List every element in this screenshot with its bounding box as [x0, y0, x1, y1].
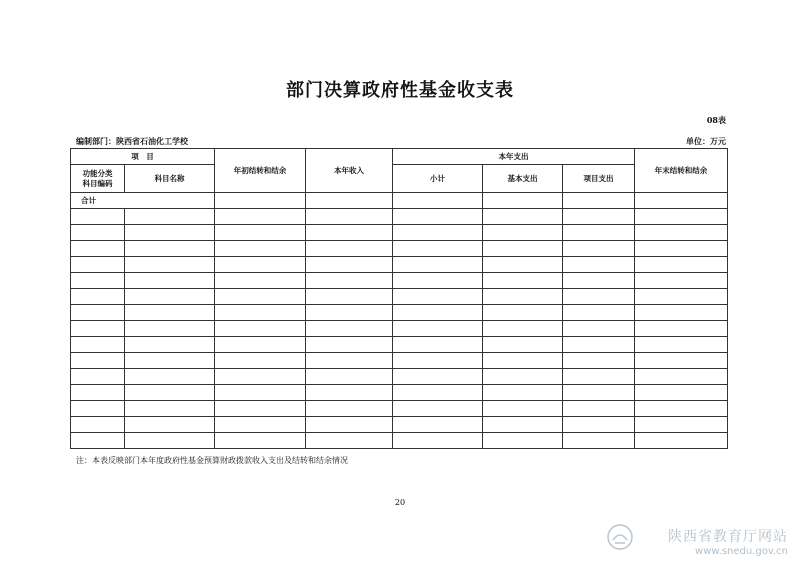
table-cell	[306, 257, 393, 273]
table-cell	[483, 337, 563, 353]
table-cell	[71, 337, 125, 353]
table-cell	[393, 337, 483, 353]
table-cell	[563, 209, 635, 225]
table-cell	[215, 321, 306, 337]
table-note: 注：本表反映部门本年度政府性基金预算财政拨款收入支出及结转和结余情况	[76, 456, 348, 465]
table-cell	[125, 305, 215, 321]
page-title: 部门决算政府性基金收支表	[286, 80, 514, 101]
table-cell	[635, 337, 728, 353]
table-cell	[483, 305, 563, 321]
table-cell	[306, 225, 393, 241]
table-cell	[563, 417, 635, 433]
table-cell	[635, 353, 728, 369]
table-cell	[483, 385, 563, 401]
table-cell	[393, 433, 483, 449]
table-cell	[71, 369, 125, 385]
table-cell	[71, 401, 125, 417]
table-cell	[125, 209, 215, 225]
table-cell	[215, 257, 306, 273]
table-cell	[563, 193, 635, 209]
table-cell	[393, 257, 483, 273]
table-cell	[306, 209, 393, 225]
table-cell	[393, 289, 483, 305]
table-cell	[306, 321, 393, 337]
table-cell	[635, 385, 728, 401]
table-cell	[563, 385, 635, 401]
fund-table	[70, 148, 728, 449]
table-cell	[563, 353, 635, 369]
table-cell	[125, 225, 215, 241]
table-cell	[563, 337, 635, 353]
table-cell	[635, 401, 728, 417]
table-cell	[635, 321, 728, 337]
table-cell	[563, 433, 635, 449]
header-income: 本年收入	[306, 149, 393, 193]
table-cell	[125, 369, 215, 385]
header-subject-name: 科目名称	[125, 165, 215, 193]
header-basic-expense: 基本支出	[483, 165, 563, 193]
table-row	[71, 369, 728, 385]
table-cell	[125, 289, 215, 305]
table-cell	[215, 209, 306, 225]
table-cell	[635, 433, 728, 449]
table-cell	[306, 305, 393, 321]
table-cell	[125, 417, 215, 433]
table-row	[71, 257, 728, 273]
table-cell	[635, 417, 728, 433]
header-expense: 本年支出	[393, 149, 635, 165]
compiling-department: 编制部门：陕西省石油化工学校	[76, 136, 188, 146]
table-row	[71, 241, 728, 257]
table-cell	[483, 417, 563, 433]
table-cell	[483, 433, 563, 449]
table-cell	[215, 305, 306, 321]
table-row	[71, 289, 728, 305]
table-cell	[635, 241, 728, 257]
table-cell	[306, 193, 393, 209]
table-cell	[563, 369, 635, 385]
table-cell	[563, 225, 635, 241]
page-number: 20	[394, 498, 406, 507]
table-cell	[215, 337, 306, 353]
table-cell	[306, 289, 393, 305]
table-cell	[483, 209, 563, 225]
table-cell	[71, 353, 125, 369]
table-row	[71, 225, 728, 241]
table-cell	[306, 369, 393, 385]
table-cell	[71, 257, 125, 273]
table-cell	[483, 193, 563, 209]
table-cell	[215, 225, 306, 241]
table-cell	[125, 337, 215, 353]
table-cell	[215, 241, 306, 257]
table-cell	[563, 321, 635, 337]
table-row	[71, 385, 728, 401]
watermark-url: www.snedu.gov.cn	[695, 546, 788, 557]
table-cell	[71, 321, 125, 337]
table-row	[71, 417, 728, 433]
watermark-site-name: 陕西省教育厅网站	[668, 529, 788, 545]
table-cell	[306, 241, 393, 257]
table-cell	[215, 433, 306, 449]
header-func-code: 功能分类 科目编码	[71, 165, 125, 193]
table-cell	[215, 401, 306, 417]
table-cell	[393, 353, 483, 369]
table-cell	[71, 385, 125, 401]
table-cell	[483, 273, 563, 289]
table-cell	[563, 401, 635, 417]
table-cell	[393, 193, 483, 209]
table-cell	[71, 241, 125, 257]
table-cell	[125, 257, 215, 273]
table-cell	[393, 305, 483, 321]
unit-label: 单位：万元	[686, 136, 726, 146]
table-cell	[125, 385, 215, 401]
table-cell	[635, 257, 728, 273]
table-cell	[215, 353, 306, 369]
table-cell	[215, 289, 306, 305]
table-row	[71, 305, 728, 321]
table-cell	[393, 385, 483, 401]
total-row	[71, 193, 728, 209]
total-label: 合计	[71, 193, 215, 209]
header-project-expense: 项目支出	[563, 165, 635, 193]
table-cell	[306, 433, 393, 449]
table-cell	[483, 241, 563, 257]
table-cell	[71, 273, 125, 289]
table-cell	[125, 433, 215, 449]
table-cell	[306, 385, 393, 401]
table-cell	[125, 401, 215, 417]
table-cell	[563, 257, 635, 273]
table-cell	[563, 241, 635, 257]
table-cell	[215, 273, 306, 289]
table-cell	[215, 193, 306, 209]
table-row	[71, 273, 728, 289]
table-cell	[306, 417, 393, 433]
table-cell	[563, 289, 635, 305]
table-cell	[215, 369, 306, 385]
table-cell	[483, 369, 563, 385]
table-cell	[306, 353, 393, 369]
table-cell	[306, 401, 393, 417]
table-cell	[483, 289, 563, 305]
table-cell	[393, 209, 483, 225]
table-cell	[483, 353, 563, 369]
table-cell	[393, 241, 483, 257]
table-cell	[71, 225, 125, 241]
table-cell	[635, 305, 728, 321]
table-cell	[306, 273, 393, 289]
table-cell	[483, 321, 563, 337]
table-cell	[635, 289, 728, 305]
table-cell	[483, 257, 563, 273]
table-cell	[393, 369, 483, 385]
table-row	[71, 353, 728, 369]
header-opening-balance: 年初结转和结余	[215, 149, 306, 193]
table-cell	[125, 241, 215, 257]
table-cell	[393, 225, 483, 241]
table-cell	[635, 225, 728, 241]
education-logo-icon	[605, 522, 635, 552]
table-cell	[393, 273, 483, 289]
table-cell	[71, 209, 125, 225]
watermark	[668, 526, 788, 557]
table-cell	[393, 417, 483, 433]
table-cell	[635, 193, 728, 209]
table-cell	[215, 417, 306, 433]
header-subtotal: 小计	[393, 165, 483, 193]
header-project: 项 目	[71, 149, 215, 165]
table-cell	[125, 321, 215, 337]
table-row	[71, 433, 728, 449]
table-cell	[125, 353, 215, 369]
table-cell	[393, 321, 483, 337]
table-cell	[71, 305, 125, 321]
table-cell	[215, 385, 306, 401]
table-cell	[635, 273, 728, 289]
table-row	[71, 321, 728, 337]
table-row	[71, 209, 728, 225]
table-cell	[306, 337, 393, 353]
table-cell	[635, 369, 728, 385]
table-cell	[483, 225, 563, 241]
table-cell	[125, 273, 215, 289]
table-row	[71, 337, 728, 353]
table-cell	[71, 433, 125, 449]
table-row	[71, 401, 728, 417]
header-closing-balance: 年末结转和结余	[635, 149, 728, 193]
table-cell	[635, 209, 728, 225]
table-cell	[563, 273, 635, 289]
table-cell	[71, 417, 125, 433]
form-number: 08表	[706, 115, 726, 125]
table-cell	[393, 401, 483, 417]
table-cell	[71, 289, 125, 305]
table-cell	[483, 401, 563, 417]
table-cell	[563, 305, 635, 321]
